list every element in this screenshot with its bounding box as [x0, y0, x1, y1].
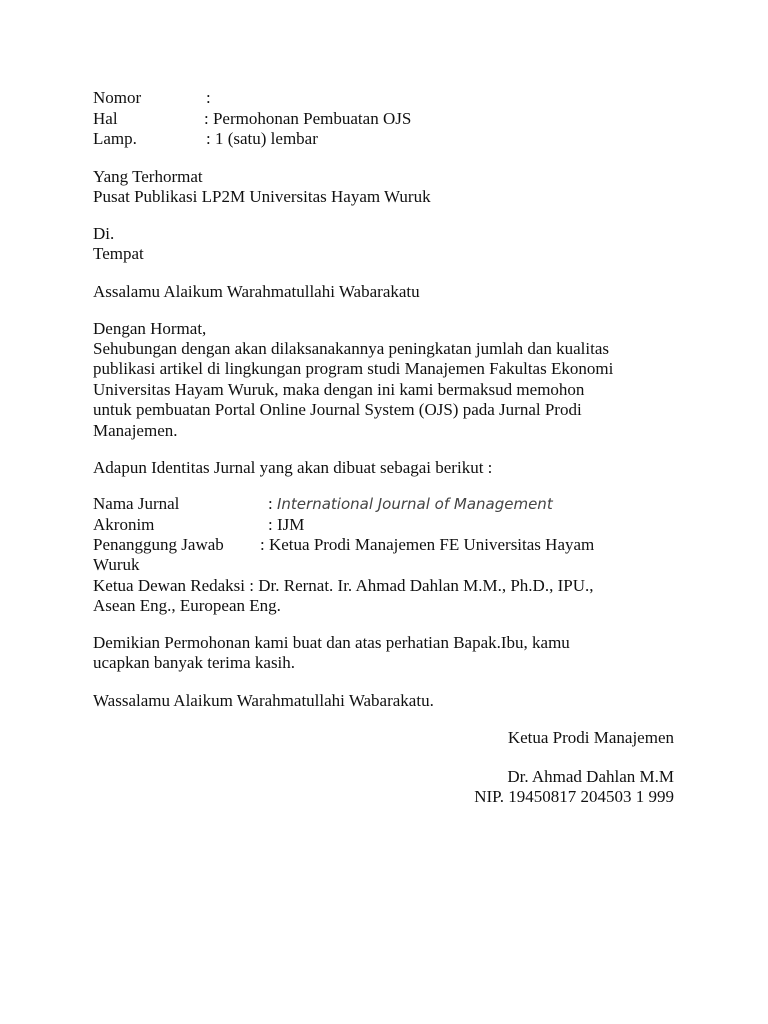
opening: Dengan Hormat, — [93, 319, 207, 338]
nama-jurnal-value — [268, 494, 553, 514]
lamp-value: : 1 (satu) lembar — [206, 129, 318, 148]
akronim-value: : IJM — [268, 515, 305, 534]
hal-label: Hal — [93, 109, 118, 128]
ketua-dewan-line-1: Ketua Dewan Redaksi : Dr. Rernat. Ir. Ahmad Dahlan M.M., Ph.D., IPU., — [93, 576, 594, 595]
hal-row — [93, 109, 412, 129]
lamp-label: Lamp. — [93, 129, 137, 148]
closing-line-1: Demikian Permohonan kami buat dan atas perhatian Bapak.Ibu, kamu — [93, 633, 570, 652]
identity-intro: Adapun Identitas Jurnal yang akan dibuat sebagai berikut : — [93, 458, 493, 477]
penanggung-jawab-label: Penanggung Jawab — [93, 535, 224, 554]
journal-name: International Journal of Management — [276, 495, 553, 513]
closing-line-2: ucapkan banyak terima kasih. — [93, 653, 296, 672]
addressee-line-3: Di. — [93, 224, 115, 243]
lamp-row — [93, 129, 318, 149]
nomor-label: Nomor — [93, 88, 142, 107]
nama-jurnal-colon: : — [268, 494, 273, 513]
signature-name: Dr. Ahmad Dahlan M.M — [507, 767, 674, 786]
greeting: Assalamu Alaikum Warahmatullahi Wabarakatu — [93, 282, 420, 301]
penanggung-jawab-value: : Ketua Prodi Manajemen FE Universitas Hayam — [260, 535, 595, 554]
nama-jurnal-row — [93, 494, 553, 514]
akronim-row — [93, 515, 305, 535]
body-line-4: untuk pembuatan Portal Online Journal System (OJS) pada Jurnal Prodi — [93, 400, 582, 419]
ketua-dewan-line-2: Asean Eng., European Eng. — [93, 596, 281, 615]
penanggung-jawab-cont: Wuruk — [93, 555, 140, 574]
signature-nip: NIP. 19450817 204503 1 999 — [474, 787, 674, 806]
nomor-value: : — [206, 88, 211, 107]
addressee-line-1: Yang Terhormat — [93, 167, 203, 186]
body-line-2: publikasi artikel di lingkungan program studi Manajemen Fakultas Ekonomi — [93, 359, 614, 378]
akronim-label: Akronim — [93, 515, 155, 534]
farewell: Wassalamu Alaikum Warahmatullahi Wabarakatu. — [93, 691, 434, 710]
body-line-5: Manajemen. — [93, 421, 178, 440]
addressee-line-2: Pusat Publikasi LP2M Universitas Hayam Wuruk — [93, 187, 431, 206]
hal-value: : Permohonan Pembuatan OJS — [204, 109, 412, 128]
signature-title: Ketua Prodi Manajemen — [507, 728, 674, 747]
nomor-row — [93, 88, 211, 108]
body-line-1: Sehubungan dengan akan dilaksanakannya peningkatan jumlah dan kualitas — [93, 339, 609, 358]
nama-jurnal-label: Nama Jurnal — [93, 494, 180, 513]
body-line-3: Universitas Hayam Wuruk, maka dengan ini kami bermaksud memohon — [93, 380, 585, 399]
penanggung-jawab-row — [93, 535, 595, 555]
addressee-line-4: Tempat — [93, 244, 144, 263]
